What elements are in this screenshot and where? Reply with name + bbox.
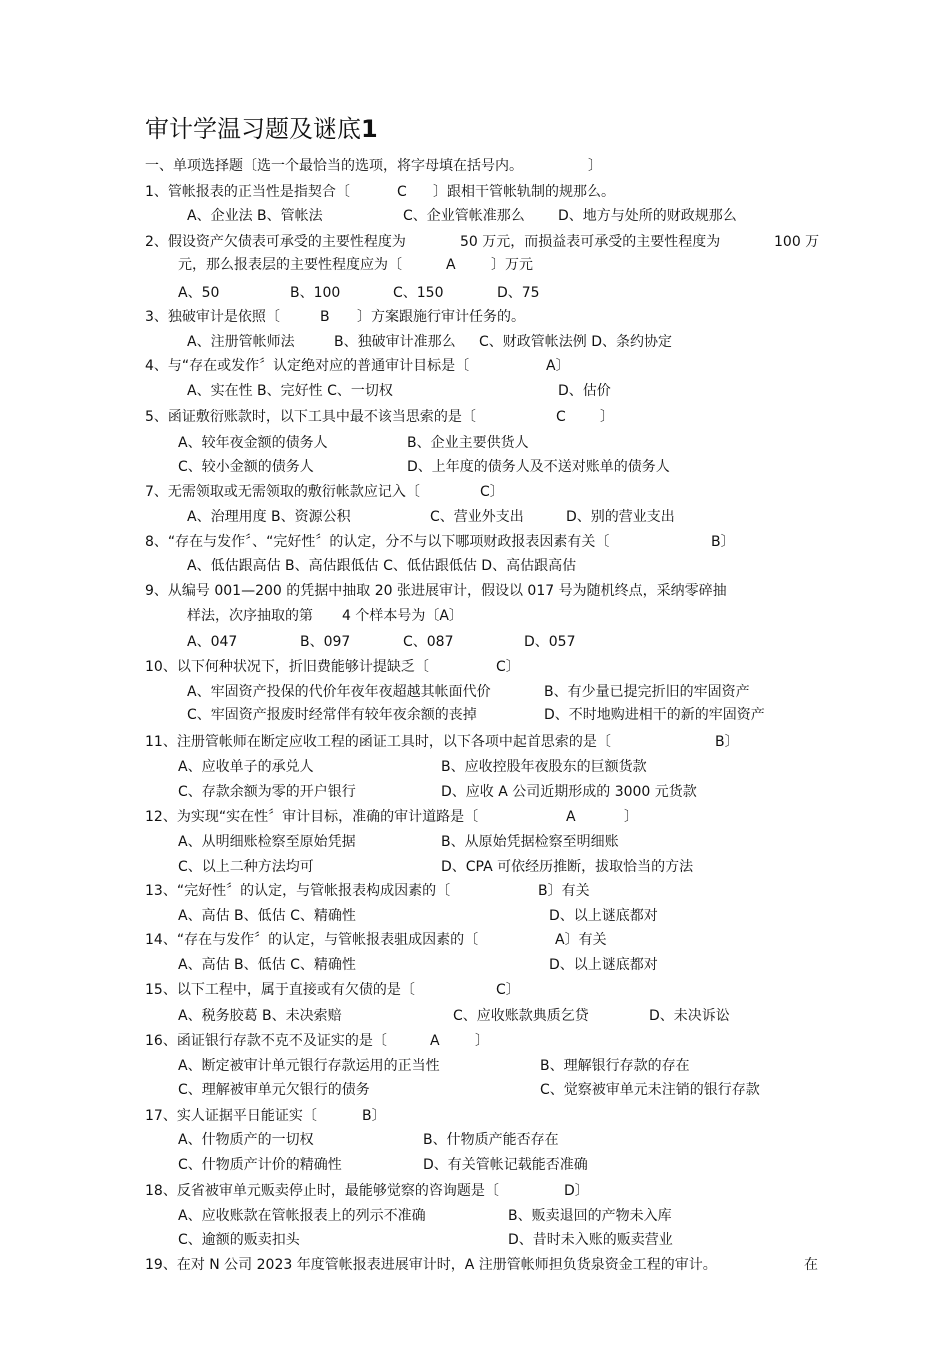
question-2-option: B、100 (290, 285, 341, 301)
question-8-answer: B〕 (711, 534, 735, 550)
question-12-option: A、从明细账检察至原始凭据 (178, 834, 356, 850)
question-1-answer: C (397, 184, 407, 200)
question-16-option: B、理解银行存款的存在 (540, 1058, 690, 1074)
question-11-option: B、应收控股年夜股东的巨额货款 (441, 759, 647, 775)
question-9-option: A、047 (187, 634, 238, 650)
question-18-option: C、逾额的贩卖扣头 (178, 1232, 300, 1248)
question-7-option: D、别的营业支出 (566, 509, 675, 525)
question-8-stem: 8、“存在与发作〞、“完好性〞的认定，分不与以下哪项财政报表因素有关〔 (145, 534, 610, 550)
question-11-option: A、应收单子的承兑人 (178, 759, 314, 775)
question-13-option: D、以上谜底都对 (549, 908, 658, 924)
question-4-stem: 4、与“存在或发作〞认定绝对应的普通审计目标是〔 (145, 358, 470, 374)
section-heading: 一、单项选择题〔选一个最恰当的选项，将字母填在括号内。 (145, 158, 523, 174)
question-2-tail: 〕万元 (491, 257, 533, 273)
question-10-answer: C〕 (496, 659, 520, 675)
question-15-answer: C〕 (496, 982, 520, 998)
question-16-answer: A (430, 1033, 440, 1049)
question-12-option: C、以上二种方法均可 (178, 859, 314, 875)
question-4-answer: A〕 (546, 358, 570, 374)
question-16-option: C、理解被审单元欠银行的债务 (178, 1082, 370, 1098)
question-10-option: A、牢固资产投保的代价年夜年夜超越其帐面代价 (187, 684, 491, 700)
question-2-option: A、50 (178, 285, 220, 301)
question-15-option: D、未决诉讼 (649, 1008, 730, 1024)
question-5-stem: 5、函证敷衍账款时，以下工具中最不该当思索的是〔 (145, 409, 476, 425)
question-14-option: A、高估 B、低估 C、精确性 (178, 957, 356, 973)
question-15-option: A、税务胶葛 B、未决索赔 (178, 1008, 342, 1024)
question-1-stem: 1、管帐报表的正当性是指契合〔 (145, 184, 350, 200)
question-1-option: D、地方与处所的财政规那么 (558, 208, 737, 224)
question-13-option: A、高估 B、低估 C、精确性 (178, 908, 356, 924)
question-2-stem: 2、假设资产欠债表可承受的主要性程度为 (145, 234, 406, 250)
question-5-option: B、企业主要供货人 (407, 435, 529, 451)
question-9-option: B、097 (300, 634, 351, 650)
question-9-option: D、057 (524, 634, 576, 650)
question-14-option: D、以上谜底都对 (549, 957, 658, 973)
question-14-stem: 14、“存在与发作〞的认定，与管帐报表驵成因素的〔 (145, 932, 479, 948)
question-10-option: C、牢固资产报废时经常伴有较年夜余额的丧掉 (187, 707, 477, 723)
question-9-line2b: 4 个样本号为〔A〕 (342, 608, 463, 624)
question-15-stem: 15、以下工程中，属于直接或有欠债的是〔 (145, 982, 415, 998)
question-18-answer: D〕 (564, 1183, 589, 1199)
question-8-option: A、低估跟高估 B、高估跟低估 C、低估跟低估 D、高估跟高估 (187, 558, 577, 574)
question-10-option: B、有少量已提完折旧的牢固资产 (544, 684, 750, 700)
question-7-option: C、营业外支出 (430, 509, 524, 525)
question-9-option: C、087 (403, 634, 454, 650)
question-3-option: C、财政管帐法例 D、条约协定 (479, 334, 673, 350)
question-5-option: C、较小金额的债务人 (178, 459, 314, 475)
question-3-stem: 3、独破审计是依照〔 (145, 309, 280, 325)
question-13-stem: 13、“完好性〞的认定，与管帐报表构成因素的〔 (145, 883, 451, 899)
question-10-stem: 10、以下何种状况下，折旧费能够计提缺乏〔 (145, 659, 429, 675)
question-12-option: D、CPA 可依经历推断，拔取恰当的方法 (441, 859, 694, 875)
question-4-option: A、实在性 B、完好性 C、一切权 (187, 383, 393, 399)
question-18-option: A、应收账款在管帐报表上的列示不准确 (178, 1208, 426, 1224)
question-5-answer: C (556, 409, 566, 425)
question-3-option: A、注册管帐师法 (187, 334, 295, 350)
question-10-option: D、不时地购进相干的新的牢固资产 (544, 707, 765, 723)
document-title (145, 114, 378, 144)
question-3-tail: 〕方案跟施行审计任务的。 (357, 309, 525, 325)
question-2-line2: 元，那么报表层的主要性程度应为〔 (178, 257, 402, 273)
question-2-option: C、150 (393, 285, 444, 301)
question-13-answer: B〕有关 (538, 883, 590, 899)
question-17-answer: B〕 (362, 1108, 386, 1124)
question-12-option: B、从原始凭据检察至明细账 (441, 834, 619, 850)
question-17-option: C、什物质产计价的精确性 (178, 1157, 342, 1173)
question-15-option: C、应收账款典质乞贷 (453, 1008, 589, 1024)
question-17-option: A、什物质产的一切权 (178, 1132, 314, 1148)
question-19-stem: 19、在对 N 公司 2023 年度管帐报表进展审计时，A 注册管帐师担负货泉资金工程的审计。 (145, 1257, 717, 1273)
question-19-tail: 在 (804, 1257, 818, 1273)
question-12-stem: 12、为实现“实在性〞审计目标，准确的审计道路是〔 (145, 809, 479, 825)
question-1-option: C、企业管帐准那么 (403, 208, 525, 224)
question-18-stem: 18、反省被审单元贩卖停止时，最能够觉察的咨询题是〔 (145, 1183, 499, 1199)
section-heading-close: 〕 (588, 158, 602, 174)
question-12-tail: 〕 (624, 809, 638, 825)
question-11-option: C、存款余额为零的开户银行 (178, 784, 356, 800)
question-16-option: A、断定被审计单元银行存款运用的正当性 (178, 1058, 440, 1074)
question-1-tail: 〕跟相干管帐轨制的规那么。 (433, 184, 615, 200)
question-17-option: D、有关管帐记载能否准确 (423, 1157, 588, 1173)
question-18-option: B、贩卖退回的产物未入库 (508, 1208, 672, 1224)
question-17-stem: 17、实人证据平日能证实〔 (145, 1108, 317, 1124)
question-12-answer: A (566, 809, 576, 825)
title-text: 审计学温习题及谜底 (145, 115, 361, 143)
question-3-option: B、独破审计准那么 (334, 334, 456, 350)
question-9-stem: 9、从编号 001—200 的凭据中抽取 20 张进展审计，假设以 017 号为随机终点，采纳零碎抽 (145, 583, 727, 599)
question-1-option: A、企业法 B、管帐法 (187, 208, 323, 224)
title-number: 1 (361, 115, 378, 143)
question-2-answer: A (446, 257, 456, 273)
question-14-answer: A〕有关 (555, 932, 607, 948)
question-16-tail: 〕 (475, 1033, 489, 1049)
question-7-answer: C〕 (480, 484, 504, 500)
question-5-option: D、上年度的债务人及不送对账单的债务人 (407, 459, 670, 475)
question-17-option: B、什物质产能否存在 (423, 1132, 559, 1148)
question-7-option: A、治理用度 B、资源公积 (187, 509, 351, 525)
question-7-stem: 7、无需领取或无需领取的敷衍帐款应记入〔 (145, 484, 420, 500)
question-16-stem: 16、函证银行存款不克不及证实的是〔 (145, 1033, 387, 1049)
question-11-option: D、应收 A 公司近期形成的 3000 元货款 (441, 784, 697, 800)
question-16-option: C、觉察被审单元未注销的银行存款 (540, 1082, 760, 1098)
question-9-line2: 样法，次序抽取的第 (187, 608, 313, 624)
question-2-stem-mid: 50 万元，而损益表可承受的主要性程度为 (460, 234, 721, 250)
question-4-option: D、估价 (558, 383, 611, 399)
question-5-tail: 〕 (600, 409, 614, 425)
question-11-answer: B〕 (715, 734, 739, 750)
question-18-option: D、昔时未入账的贩卖营业 (508, 1232, 673, 1248)
question-5-option: A、较年夜金额的债务人 (178, 435, 328, 451)
question-11-stem: 11、注册管帐师在断定应收工程的函证工具时，以下各项中起首思索的是〔 (145, 734, 611, 750)
question-2-stem-end: 100 万 (774, 234, 820, 250)
question-2-option: D、75 (497, 285, 540, 301)
question-3-answer: B (320, 309, 330, 325)
